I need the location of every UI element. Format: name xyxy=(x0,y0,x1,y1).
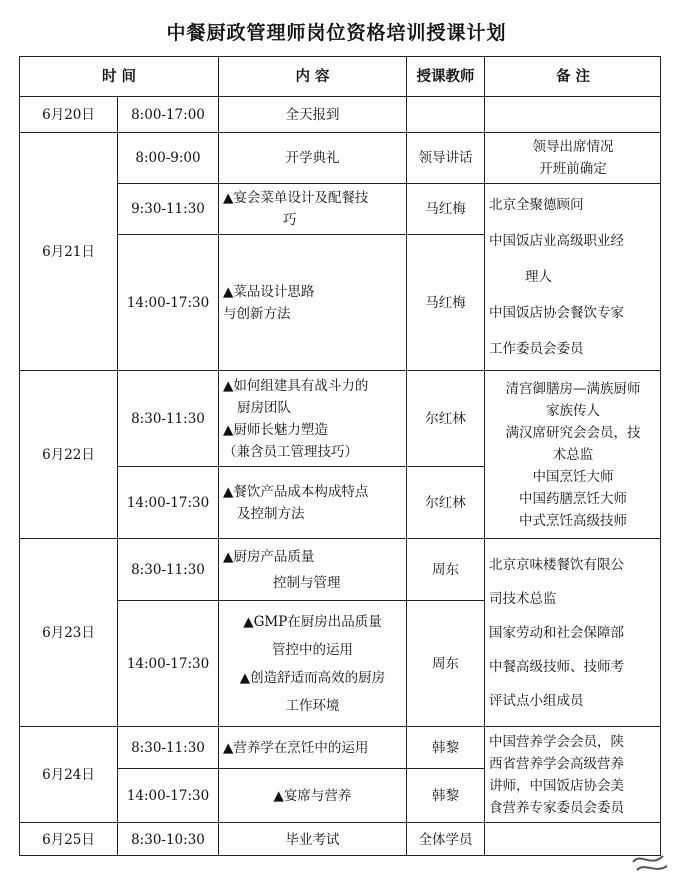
content-line: ▲创造舒适而高效的厨房 xyxy=(239,669,386,686)
time-cell: 8:30-10:30 xyxy=(117,822,218,856)
content-line: 与创新方法 xyxy=(223,305,291,322)
date-cell: 6月21日 xyxy=(19,132,117,370)
content-cell xyxy=(218,466,406,538)
teacher-cell xyxy=(406,96,484,132)
teacher-cell: 马红梅 xyxy=(406,183,484,234)
content-line: 控制与管理 xyxy=(273,574,341,591)
decorative-swirl-icon xyxy=(629,834,669,874)
time-cell: 8:30-11:30 xyxy=(117,726,218,768)
teacher-cell: 周东 xyxy=(406,600,484,726)
remark-line: 国家劳动和社会保障部 xyxy=(489,624,624,641)
teacher-cell: 周东 xyxy=(406,538,484,600)
content-line: ▲GMP在厨房出品质量 xyxy=(243,613,382,630)
time-cell: 8:30-11:30 xyxy=(117,370,218,466)
remark-line: 术总监 xyxy=(552,446,594,463)
content-line: ▲厨房产品质量 xyxy=(223,548,315,565)
time-cell: 14:00-17:30 xyxy=(117,768,218,822)
remark-cell xyxy=(484,183,661,370)
date-cell: 6月23日 xyxy=(19,538,117,726)
header-remark: 备 注 xyxy=(484,56,661,96)
date-cell: 6月25日 xyxy=(19,822,117,856)
time-cell: 8:00-17:00 xyxy=(117,96,218,132)
remark-line: 北京京味楼餐饮有限公 xyxy=(489,556,624,573)
remark-line: 中国饭店协会餐饮专家 xyxy=(489,305,624,321)
date-cell: 6月22日 xyxy=(19,370,117,538)
content-cell: ▲宴席与营养 xyxy=(218,768,406,822)
time-cell: 8:00-9:00 xyxy=(117,132,218,183)
remark-line: 中国饭店业高级职业经 xyxy=(489,233,624,249)
time-cell: 14:00-17:30 xyxy=(117,234,218,370)
date-cell: 6月24日 xyxy=(19,726,117,822)
remark-line: 西省营养学会高级营养 xyxy=(489,755,624,772)
content-line: 管控中的运用 xyxy=(272,641,353,658)
teacher-cell: 韩黎 xyxy=(406,726,484,768)
remark-line: 清宫御膳房—满族厨师 xyxy=(505,380,641,397)
remark-cell xyxy=(484,96,661,132)
remark-line: 司技术总监 xyxy=(489,590,557,607)
content-cell xyxy=(218,234,406,370)
teacher-cell: 尔红林 xyxy=(406,466,484,538)
content-line: 巧 xyxy=(283,212,297,228)
teacher-cell: 尔红林 xyxy=(406,370,484,466)
remark-line: 讲师，中国饭店协会美 xyxy=(489,777,624,794)
remark-cell xyxy=(484,132,661,183)
content-cell: 毕业考试 xyxy=(218,822,406,856)
remark-line: 领导出席情况 xyxy=(532,139,614,155)
time-cell: 9:30-11:30 xyxy=(117,183,218,234)
remark-line: 满汉席研究会会员，技 xyxy=(505,424,641,441)
remark-line: 开班前确定 xyxy=(539,161,607,177)
remark-cell xyxy=(484,538,661,726)
content-line: 工作环境 xyxy=(285,697,340,714)
page-title: 中餐厨政管理师岗位资格培训授课计划 xyxy=(166,22,507,44)
content-cell: ▲营养学在烹饪中的运用 xyxy=(218,726,406,768)
content-cell xyxy=(218,183,406,234)
content-cell xyxy=(218,538,406,600)
teacher-cell: 领导讲话 xyxy=(406,132,484,183)
teacher-cell: 韩黎 xyxy=(406,768,484,822)
content-line: 厨房团队 xyxy=(237,399,291,416)
remark-line: 中餐高级技师、技师考 xyxy=(489,658,624,675)
remark-line: 中式烹饪高级技师 xyxy=(519,512,627,529)
content-line: ▲宴会菜单设计及配餐技 xyxy=(223,190,369,206)
remark-line: 食营养专家委员会委员 xyxy=(489,799,624,816)
remark-line: 评试点小组成员 xyxy=(489,692,584,709)
time-cell: 8:30-11:30 xyxy=(117,538,218,600)
remark-line: 中国烹饪大师 xyxy=(532,468,614,485)
remark-line: 中国营养学会会员，陕 xyxy=(489,733,624,750)
content-cell xyxy=(218,370,406,466)
header-teacher: 授课教师 xyxy=(406,56,484,96)
time-cell: 14:00-17:30 xyxy=(117,466,218,538)
header-content: 内 容 xyxy=(218,56,406,96)
remark-line: 工作委员会委员 xyxy=(489,341,584,357)
remark-line: 家族传人 xyxy=(546,402,600,419)
header-time: 时 间 xyxy=(19,56,218,96)
content-cell xyxy=(218,600,406,726)
remark-cell xyxy=(484,370,661,538)
teacher-cell: 全体学员 xyxy=(406,822,484,856)
schedule-table xyxy=(19,56,661,856)
remark-line: 北京全聚德顾问 xyxy=(489,197,584,213)
teacher-cell: 马红梅 xyxy=(406,234,484,370)
content-line: 及控制方法 xyxy=(237,505,305,522)
remark-line: 理人 xyxy=(525,269,552,285)
content-line: ▲菜品设计思路 xyxy=(223,283,315,300)
content-line: ▲厨师长魅力塑造 xyxy=(223,421,328,438)
time-cell: 14:00-17:30 xyxy=(117,600,218,726)
content-line: （兼含员工管理技巧） xyxy=(223,443,358,460)
remark-cell xyxy=(484,726,661,822)
content-cell: 全天报到 xyxy=(218,96,406,132)
date-cell: 6月20日 xyxy=(19,96,117,132)
content-line: ▲餐饮产品成本构成特点 xyxy=(223,483,369,500)
content-line: ▲如何组建具有战斗力的 xyxy=(223,377,369,394)
content-cell: 开学典礼 xyxy=(218,132,406,183)
remark-line: 中国药膳烹饪大师 xyxy=(519,490,627,507)
